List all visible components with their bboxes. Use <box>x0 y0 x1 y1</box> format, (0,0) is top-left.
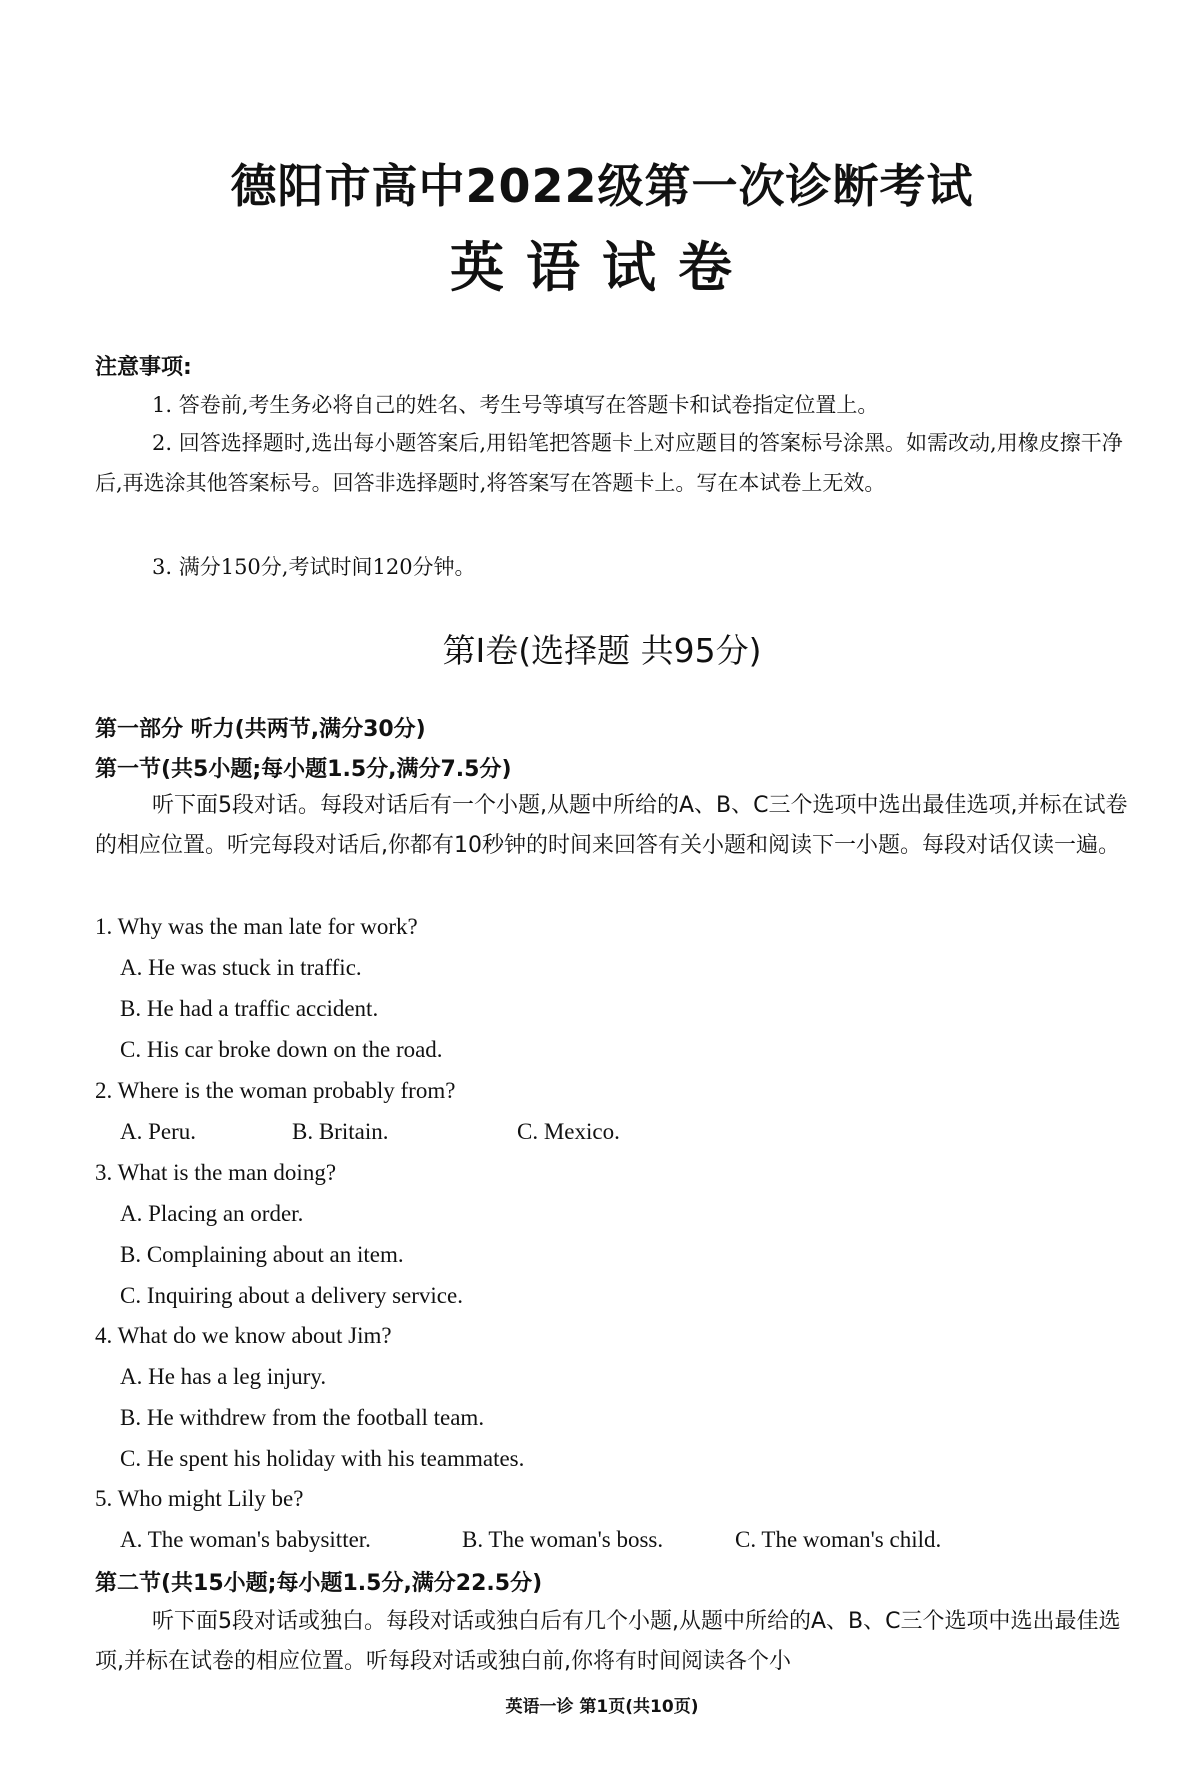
question-4: 4. What do we know about Jim? <box>95 1323 392 1348</box>
part1-section2-heading: 第二节(共15小题;每小题1.5分,满分22.5分) <box>95 1571 543 1596</box>
exam-subtitle: 英语试卷 <box>450 236 754 299</box>
q1-option-a: A. He was stuck in traffic. <box>120 955 362 980</box>
question-1: 1. Why was the man late for work? <box>95 914 418 939</box>
question-5: 5. Who might Lily be? <box>95 1486 304 1511</box>
exam-title: 德阳市高中2022级第一次诊断考试 <box>230 159 974 213</box>
q1-option-c: C. His car broke down on the road. <box>120 1037 443 1062</box>
q4-option-a: A. He has a leg injury. <box>120 1364 327 1389</box>
q5-option-a: A. The woman's babysitter. <box>120 1527 371 1552</box>
question-3: 3. What is the man doing? <box>95 1160 337 1185</box>
q4-option-b: B. He withdrew from the football team. <box>120 1405 485 1430</box>
notice-item-2: 2. 回答选择题时,选出每小题答案后,用铅笔把答题卡上对应题目的答案标号涂黑。如需改动,用橡皮擦干净后,再选涂其他答案标号。回答非选择题时,将答案写在答题卡上。写在本试卷上无效。 <box>95 431 1123 495</box>
q4-option-c: C. He spent his holiday with his teammates. <box>120 1446 525 1471</box>
part1-section1-heading: 第一节(共5小题;每小题1.5分,满分7.5分) <box>95 757 512 782</box>
q3-option-a: A. Placing an order. <box>120 1201 304 1226</box>
q2-option-c: C. Mexico. <box>517 1119 620 1144</box>
q1-option-b: B. He had a traffic accident. <box>120 996 379 1021</box>
section2-instructions: 听下面5段对话或独白。每段对话或独白后有几个小题,从题中所给的A、B、C三个选项中选出最佳选项,并标在试卷的相应位置。听每段对话或独白前,你将有时间阅读各个小 <box>95 1609 1121 1674</box>
q2-option-b: B. Britain. <box>292 1119 389 1144</box>
q5-option-c: C. The woman's child. <box>735 1527 942 1552</box>
page-footer: 英语一诊 第1页(共10页) <box>505 1697 699 1717</box>
section1-instructions: 听下面5段对话。每段对话后有一个小题,从题中所给的A、B、C三个选项中选出最佳选项,并标在试卷的相应位置。听完每段对话后,你都有10秒钟的时间来回答有关小题和阅读下一小题。每段对话仅读一遍。 <box>95 793 1128 858</box>
part1-heading: 第一部分 听力(共两节,满分30分) <box>95 717 426 742</box>
notice-item-3: 3. 满分150分,考试时间120分钟。 <box>152 555 476 579</box>
notice-item-1: 1. 答卷前,考生务必将自己的姓名、考生号等填写在答题卡和试卷指定位置上。 <box>152 393 879 417</box>
section-title: 第Ⅰ卷(选择题 共95分) <box>442 631 762 670</box>
q2-option-a: A. Peru. <box>120 1119 197 1144</box>
q3-option-b: B. Complaining about an item. <box>120 1242 404 1267</box>
q5-option-b: B. The woman's boss. <box>462 1527 664 1552</box>
notice-heading: 注意事项: <box>95 355 192 380</box>
question-2: 2. Where is the woman probably from? <box>95 1078 456 1103</box>
q3-option-c: C. Inquiring about a delivery service. <box>120 1283 463 1308</box>
